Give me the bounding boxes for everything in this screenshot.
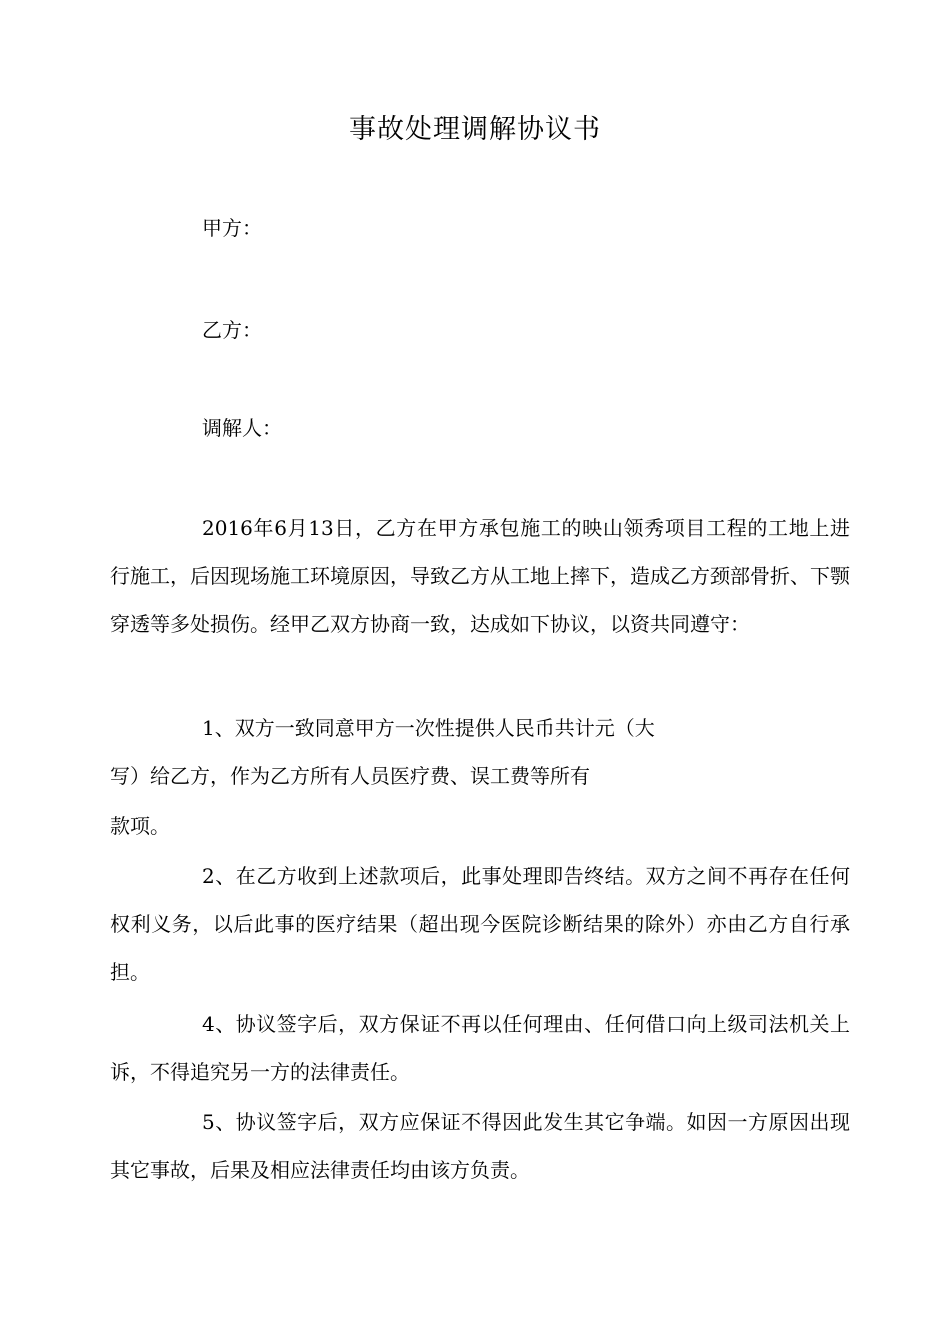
party-a-label: 甲方： [202, 216, 262, 240]
mediator-label: 调解人： [202, 416, 282, 440]
clause-5-paragraph: 5、协议签字后，双方应保证不得因此发生其它争端。如因一方原因出现其它事故，后果及相应法律责任均由该方负责。 [110, 1110, 850, 1182]
clause-1-line-2: 写）给乙方，作为乙方所有人员医疗费、误工费等所有 [110, 764, 590, 788]
clause-4-paragraph: 4、协议签字后，双方保证不再以任何理由、任何借口向上级司法机关上诉，不得追究另一方的法律责任。 [110, 1012, 850, 1084]
clause-1-line-3: 款项。 [110, 814, 170, 838]
intro-paragraph: 2016年6月13日，乙方在甲方承包施工的映山领秀项目工程的工地上进行施工，后因现场施工环境原因，导致乙方从工地上摔下，造成乙方颈部骨折、下颚穿透等多处损伤。经甲乙双方协商一致，达成如下协议，以资共同遵守： [110, 516, 850, 636]
clause-1-line-1: 1、双方一致同意甲方一次性提供人民币共计元（大 [202, 716, 655, 740]
clause-2-paragraph: 2、在乙方收到上述款项后，此事处理即告终结。双方之间不再存在任何权利义务，以后此事的医疗结果（超出现今医院诊断结果的除外）亦由乙方自行承担。 [110, 864, 850, 984]
party-b-label: 乙方： [202, 318, 262, 342]
document-title: 事故处理调解协议书 [349, 114, 601, 145]
